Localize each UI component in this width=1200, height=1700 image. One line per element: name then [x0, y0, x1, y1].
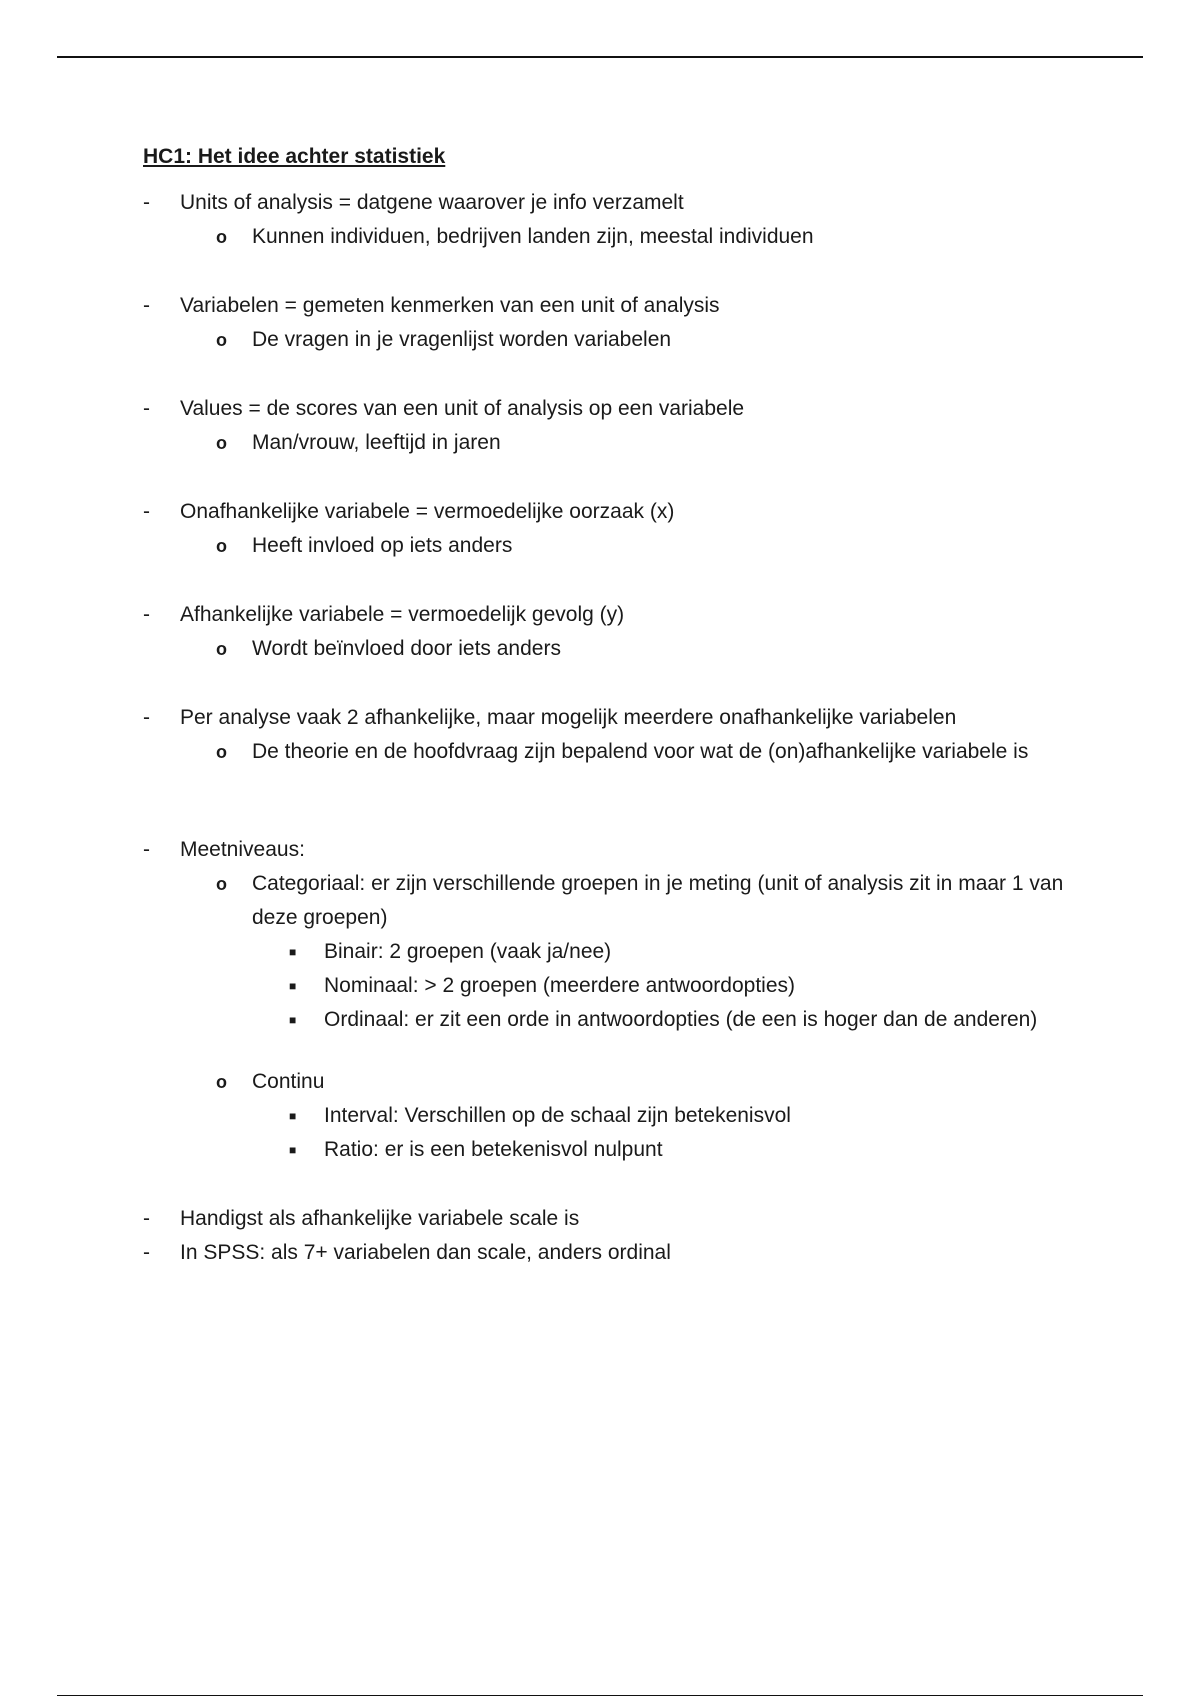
- sub-sub-list-item: ■ Interval: Verschillen op de schaal zijn betekenisvol: [143, 1099, 1083, 1133]
- header-rule: [57, 56, 1143, 58]
- circle-bullet: o: [216, 874, 227, 894]
- list-item: - Onafhankelijke variabele = vermoedelijke oorzaak (x): [143, 495, 1083, 529]
- sub-list-item: o Heeft invloed op iets anders: [143, 529, 1083, 563]
- footer-rule: [57, 1695, 1143, 1696]
- page-title: HC1: Het idee achter statistiek: [143, 145, 446, 168]
- dash-bullet: -: [143, 706, 150, 729]
- square-bullet: ■: [289, 1013, 297, 1027]
- circle-bullet: o: [216, 1072, 227, 1092]
- sub-sub-list-item: ■ Binair: 2 groepen (vaak ja/nee): [143, 935, 1083, 969]
- sub-list-item: o Wordt beïnvloed door iets anders: [143, 632, 1083, 666]
- circle-bullet: o: [216, 433, 227, 453]
- dash-bullet: -: [143, 294, 150, 317]
- sub-sub-list-item: ■ Nominaal: > 2 groepen (meerdere antwoordopties): [143, 969, 1083, 1003]
- circle-bullet: o: [216, 639, 227, 659]
- sub-sub-list-item: ■ Ordinaal: er zit een orde in antwoordopties (de een is hoger dan de anderen): [143, 1003, 1083, 1037]
- square-bullet: ■: [289, 945, 297, 959]
- sub-list-item: o Kunnen individuen, bedrijven landen zijn, meestal individuen: [143, 220, 1083, 254]
- list-item: - Per analyse vaak 2 afhankelijke, maar mogelijk meerdere onafhankelijke variabelen: [143, 701, 1083, 735]
- list-item: - Handigst als afhankelijke variabele scale is: [143, 1202, 1083, 1236]
- dash-bullet: -: [143, 500, 150, 523]
- list-item: - Meetniveaus:: [143, 833, 1083, 867]
- square-bullet: ■: [289, 979, 297, 993]
- dash-bullet: -: [143, 1207, 150, 1230]
- square-bullet: ■: [289, 1109, 297, 1123]
- circle-bullet: o: [216, 742, 227, 762]
- sub-sub-list-item: ■ Ratio: er is een betekenisvol nulpunt: [143, 1133, 1083, 1167]
- sub-list-item: o De theorie en de hoofdvraag zijn bepalend voor wat de (on)afhankelijke variabele is: [143, 735, 1083, 769]
- list-item: - In SPSS: als 7+ variabelen dan scale, anders ordinal: [143, 1236, 1083, 1270]
- sub-list-item: o Continu: [143, 1065, 1083, 1099]
- dash-bullet: -: [143, 838, 150, 861]
- circle-bullet: o: [216, 536, 227, 556]
- dash-bullet: -: [143, 603, 150, 626]
- sub-list-item: o Man/vrouw, leeftijd in jaren: [143, 426, 1083, 460]
- list-item: - Variabelen = gemeten kenmerken van een unit of analysis: [143, 289, 1083, 323]
- sub-list-item: o De vragen in je vragenlijst worden variabelen: [143, 323, 1083, 357]
- sub-list-item: o Categoriaal: er zijn verschillende groepen in je meting (unit of analysis zit in maar 1 van deze groepen): [143, 867, 1083, 935]
- circle-bullet: o: [216, 227, 227, 247]
- dash-bullet: -: [143, 397, 150, 420]
- list-item: - Afhankelijke variabele = vermoedelijk gevolg (y): [143, 598, 1083, 632]
- circle-bullet: o: [216, 330, 227, 350]
- dash-bullet: -: [143, 1241, 150, 1264]
- list-item: - Units of analysis = datgene waarover je info verzamelt: [143, 186, 1083, 220]
- document-body: [143, 140, 1083, 1270]
- dash-bullet: -: [143, 191, 150, 214]
- square-bullet: ■: [289, 1143, 297, 1157]
- list-item: - Values = de scores van een unit of analysis op een variabele: [143, 392, 1083, 426]
